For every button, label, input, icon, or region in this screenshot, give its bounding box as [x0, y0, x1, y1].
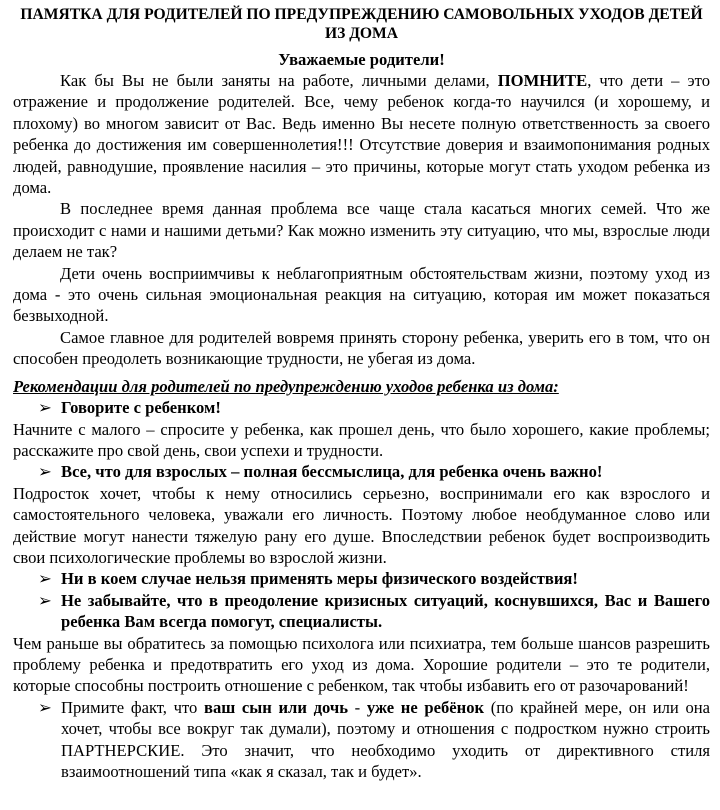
arrow-bullet-icon: ➢: [38, 398, 52, 418]
bullet-title: Говорите с ребенком!: [61, 398, 221, 418]
bullet-body-talk: Начните с малого – спросите у ребенка, как прошел день, что было хорошего, какие проблемы; расскажите про свой день, свои успехи и трудности.: [13, 419, 710, 460]
intro-p1-rest: , что дети – это отражение и продолжение родителей. Все, чему ребенок когда-то научился (и хорошему, и плохому) во многом зависит от Вас. Ведь именно Вы несете полную ответственность за своего ребенка до достижения им совершеннолетия!!! Отсутствие доверия и взаимопонимания родных людей, равнодушие, проявление насилия – это причины, которые могут стать уходом ребенка из дома.: [13, 71, 710, 198]
bullet-specialists-help: [13, 590, 710, 633]
bullet-5-dash: -: [347, 697, 367, 717]
arrow-bullet-icon: ➢: [38, 590, 52, 610]
bullet-5-rest: (по крайней мере, он или она хочет, чтобы все вокруг так думали), поэтому и отношения с подростком нужно строить ПАРТНЕРСКИЕ. Это значит, что необходимо уходить от директивного стиля взаимоотношений типа «как я сказал, так и будет».: [61, 697, 711, 781]
document-title: ПАМЯТКА ДЛЯ РОДИТЕЛЕЙ ПО ПРЕДУПРЕЖДЕНИЮ САМОВОЛЬНЫХ УХОДОВ ДЕТЕЙ ИЗ ДОМА: [20, 6, 703, 42]
bullet-5-start: Примите факт, что: [61, 697, 204, 717]
arrow-bullet-icon: ➢: [38, 569, 52, 589]
bullet-important-for-child: [13, 461, 710, 482]
not-a-child-emphasis: уже не ребёнок: [366, 697, 485, 717]
greeting-heading: Уважаемые родители!: [278, 50, 445, 69]
intro-paragraph-2: В последнее время данная проблема все чаще стала касаться многих семей. Что же происходит с нами и нашими детьми? Как можно изменить эту ситуацию, что мы, взрослые люди делаем не так?: [13, 199, 710, 262]
intro-paragraph-3: Дети очень восприимчивы к неблагоприятным обстоятельствам жизни, поэтому уход из дома - это очень сильная эмоциональная реакция на ситуацию, которая им может показаться безвыходной.: [13, 263, 710, 326]
recommendations-heading: Рекомендации для родителей по предупреждению уходов ребенка из дома:: [13, 376, 559, 396]
arrow-bullet-icon: ➢: [38, 462, 52, 482]
bullet-title: Не забывайте, что в преодоление кризисных ситуаций, коснувшихся, Вас и Вашего ребенка Вам всегда помогут, специалисты.: [61, 590, 710, 632]
remember-emphasis: ПОМНИТЕ: [497, 71, 588, 90]
bullet-title: Ни в коем случае нельзя применять меры физического воздействия!: [61, 569, 578, 589]
son-or-daughter-emphasis: ваш сын или дочь: [203, 697, 348, 717]
intro-paragraph-1: [13, 70, 710, 198]
arrow-bullet-icon: ➢: [38, 697, 52, 717]
intro-p1-start: Как бы Вы не были заняты на работе, личными делами,: [60, 71, 498, 90]
bullet-body-specialists: Чем раньше вы обратитесь за помощью психолога или психиатра, тем больше шансов разрешить проблему ребенка и предотвратить его уход из дома. Хорошие родители – это те родители, которые способны построить отношение с ребенком, так чтобы избавить его от разочарований!: [13, 633, 710, 696]
bullet-body-teen: Подросток хочет, чтобы к нему относились серьезно, воспринимали его как взрослого и самостоятельного человека, уважали его личность. Поэтому любое необдуманное слово или действие могут нанести тяжелую рану его душе. Впоследствии ребенок будет воспроизводить свои психологические проблемы во взрослой жизни.: [13, 483, 710, 567]
bullet-title: Все, что для взрослых – полная бессмыслица, для ребенка очень важно!: [61, 462, 603, 482]
bullet-no-physical-punishment: [13, 568, 710, 589]
intro-paragraph-4: Самое главное для родителей вовремя принять сторону ребенка, уверить его в том, что он способен преодолеть возникающие трудности, не убегая из дома.: [13, 327, 710, 369]
bullet-talk-to-child: [13, 397, 710, 418]
bullet-accept-not-child: [13, 697, 710, 783]
bullet-text: [61, 697, 710, 783]
